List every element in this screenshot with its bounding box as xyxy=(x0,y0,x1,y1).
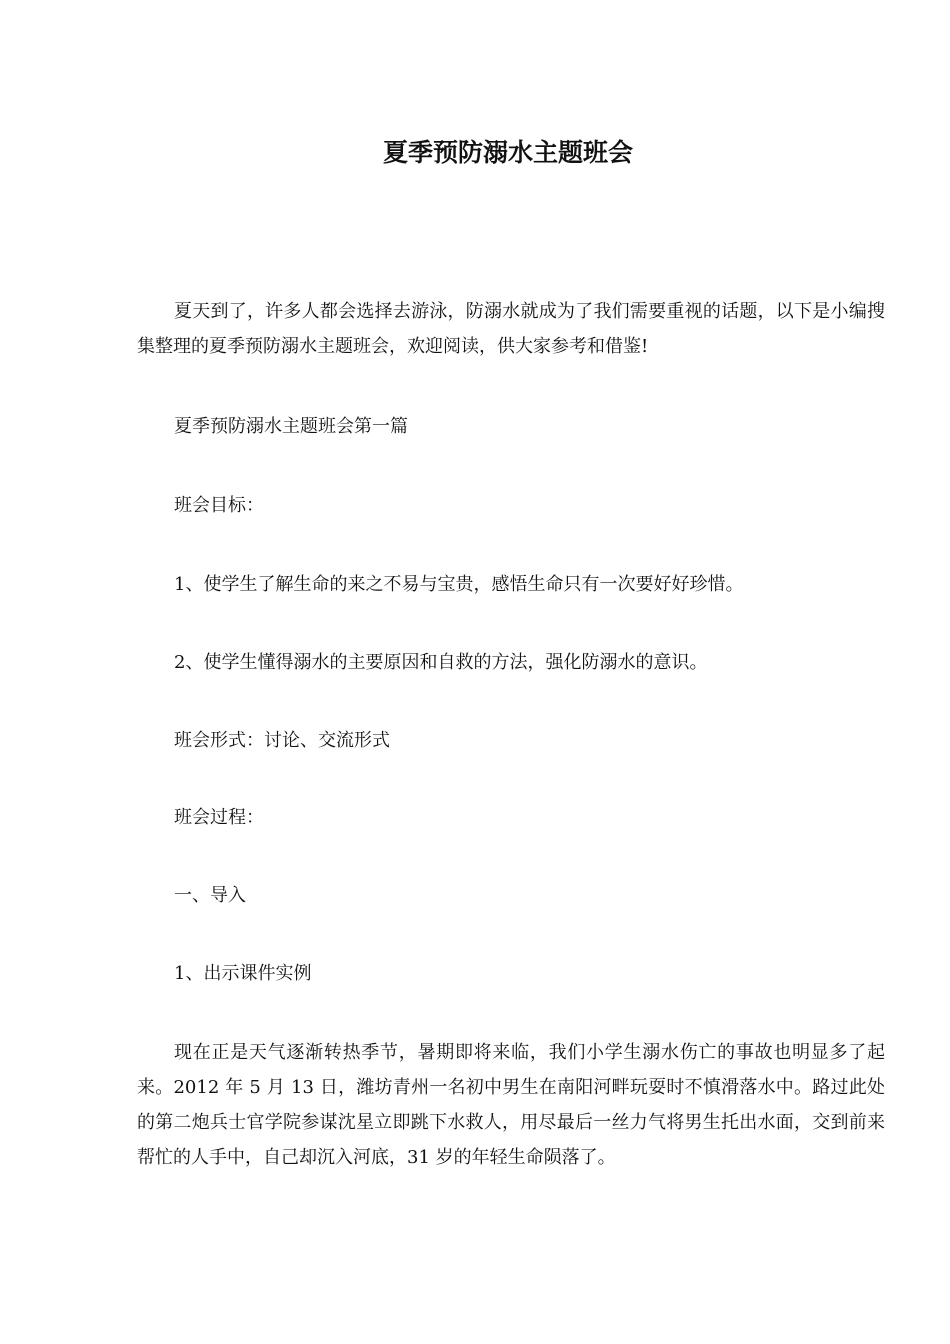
step-heading-1: 一、导入 xyxy=(174,885,246,906)
section-heading: 夏季预防溺水主题班会第一篇 xyxy=(174,416,408,437)
goal-item-2: 2、使学生懂得溺水的主要原因和自救的方法，强化防溺水的意识。 xyxy=(174,652,708,673)
form-line: 班会形式：讨论、交流形式 xyxy=(174,730,390,751)
goal-item-1: 1、使学生了解生命的来之不易与宝贵，感悟生命只有一次要好好珍惜。 xyxy=(174,574,744,595)
document-title: 夏季预防溺水主题班会 xyxy=(382,138,633,167)
process-label: 班会过程： xyxy=(174,807,264,828)
goal-label: 班会目标： xyxy=(174,495,264,516)
intro-paragraph: 夏天到了，许多人都会选择去游泳，防溺水就成为了我们需要重视的话题，以下是小编搜集整理的夏季预防溺水主题班会，欢迎阅读，供大家参考和借鉴! xyxy=(137,301,885,357)
step-subheading-1-1: 1、出示课件实例 xyxy=(174,963,312,984)
story-paragraph: 现在正是天气逐渐转热季节，暑期即将来临，我们小学生溺水伤亡的事故也明显多了起来。2012 年 5 月 13 日，潍坊青州一名初中男生在南阳河畔玩耍时不慎滑落水中。路过此处的第二炮兵士官学院参谋沈星立即跳下水救人，用尽最后一丝力气将男生托出水面，交到前来帮忙的人手中，自己却沉入河底，31 岁的年轻生命陨落了。 xyxy=(137,1042,885,1168)
